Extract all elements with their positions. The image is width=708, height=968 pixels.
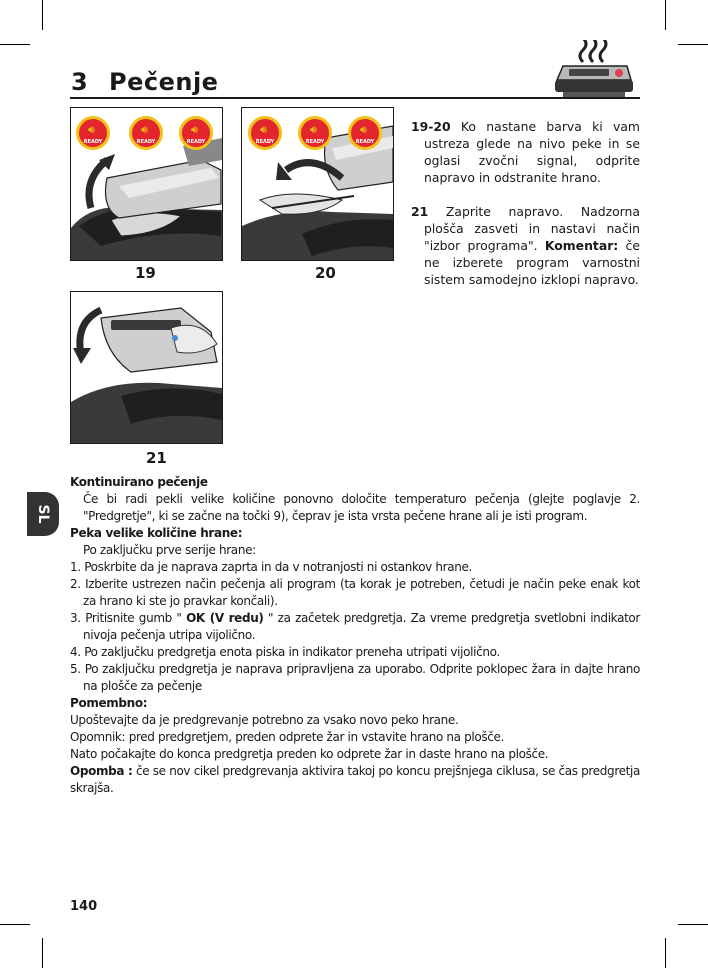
- list-item-2: 2. Izberite ustrezen način pečenja ali program (ta korak je potreben, četudi je način peke enak kot za hrano ki ste jo pravkar končali).: [70, 577, 640, 608]
- list-item-5: 5. Po zaključku predgretja je naprava pripravljena za uporabo. Odprite poklopec žara in dajte hrano na plošče za pečenje: [70, 662, 640, 693]
- large-heading: Peka velike količine hrane:: [70, 526, 243, 540]
- ready-badge: [179, 116, 213, 150]
- speaker-icon: 🔊︎: [141, 123, 148, 136]
- step-19-20-number: 19-20: [411, 119, 451, 134]
- figure-21: [70, 291, 223, 444]
- section-title-text: Pečenje: [109, 68, 219, 96]
- crop-mark: [678, 44, 708, 45]
- continuous-heading: Kontinuirano pečenje: [70, 475, 208, 489]
- body-text: [70, 474, 640, 797]
- speaker-icon: 🔊︎: [360, 123, 367, 136]
- ready-badge: [348, 116, 382, 150]
- note-label: Opomba :: [70, 764, 133, 778]
- step-19-20: [411, 118, 640, 186]
- crop-mark: [42, 0, 43, 30]
- section-title: [71, 68, 218, 96]
- list-item-4: 4. Po zaključku predgretja enota piska in indikator preneha utripati vijolično.: [70, 645, 500, 659]
- ready-badge-label: READY: [255, 139, 275, 145]
- ready-badge-label: READY: [136, 139, 156, 145]
- crop-mark: [0, 924, 30, 925]
- side-instructions: [411, 118, 640, 288]
- figure-label-21: 21: [146, 449, 167, 467]
- crop-mark: [42, 938, 43, 968]
- important-line-3: Nato počakajte do konca predgretja preden ko odprete žar in daste hrano na plošče.: [70, 747, 549, 761]
- continuous-text: Če bi radi pekli velike količine ponovno določite temperaturo pečenja (glejte poglavje 2. "Predgretje", ki se začne na točki 9), čeprav je ista vrsta pečene hrane ali je isti program.: [83, 492, 640, 523]
- ready-badge-label: READY: [355, 139, 375, 145]
- important-line-1: Upoštevajte da je predgrevanje potrebno za vsako novo peko hrane.: [70, 713, 459, 727]
- crop-mark: [0, 44, 30, 45]
- speaker-icon: 🔊︎: [191, 123, 198, 136]
- step-21-text: Zaprite napravo. Nadzorna plošča zasveti in nastavi način "izbor programa".: [424, 204, 640, 253]
- list-item-3-pre: 3. Pritisnite gumb ": [70, 611, 187, 625]
- ready-badge-label: READY: [83, 139, 103, 145]
- grill-icon: [553, 40, 635, 102]
- step-21-comment-label: Komentar:: [544, 238, 619, 253]
- speaker-icon: 🔊︎: [260, 123, 267, 136]
- list-item-3-post: " za začetek predgretja. Za vreme predgretja svetlobni indikator nivoja pečenja utripa vijolično.: [83, 611, 641, 642]
- step-19-20-text: Ko nastane barva ki vam ustreza glede na nivo peke in se oglasi zvočni signal, odprite napravo in odstranite hrano.: [424, 119, 640, 185]
- ready-badge: [76, 116, 110, 150]
- figure-21-illustration: [71, 292, 222, 443]
- language-tab: [27, 492, 59, 536]
- list-item-1: 1. Poskrbite da je naprava zaprta in da v notranjosti ni ostankov hrane.: [70, 560, 472, 574]
- large-intro: Po zaključku prve serije hrane:: [83, 543, 256, 557]
- ready-badge-label: READY: [186, 139, 206, 145]
- figure-label-19: 19: [135, 264, 156, 282]
- list-item-3: [70, 610, 640, 644]
- ready-badge-label: READY: [305, 139, 325, 145]
- important-line-2: Opomnik: pred predgretjem, preden odprete žar in vstavite hrano na plošče.: [70, 730, 505, 744]
- ready-badge: [298, 116, 332, 150]
- crop-mark: [678, 924, 708, 925]
- figure-20: [241, 107, 394, 261]
- ready-badge: [248, 116, 282, 150]
- speaker-icon: 🔊︎: [88, 123, 95, 136]
- ready-badge: [129, 116, 163, 150]
- page-number: 140: [70, 899, 98, 914]
- figure-label-20: 20: [315, 264, 336, 282]
- language-tab-label: SL: [35, 504, 51, 524]
- step-21-number: 21: [411, 204, 429, 219]
- step-21: [411, 203, 640, 288]
- crop-mark: [665, 0, 666, 30]
- note-text: če se nov cikel predgrevanja aktivira takoj po koncu prejšnjega ciklusa, se čas predgretja skrajša.: [70, 764, 641, 795]
- section-number: 3: [71, 68, 89, 96]
- crop-mark: [665, 938, 666, 968]
- list-item-3-bold: OK (V redu): [186, 611, 264, 625]
- figure-19: [70, 107, 223, 261]
- note: [70, 763, 640, 797]
- step-21-comment-text: če ne izberete program varnostni sistem samodejno izklopi napravo.: [424, 238, 640, 287]
- important-heading: Pomembno:: [70, 696, 148, 710]
- speaker-icon: 🔊︎: [310, 123, 317, 136]
